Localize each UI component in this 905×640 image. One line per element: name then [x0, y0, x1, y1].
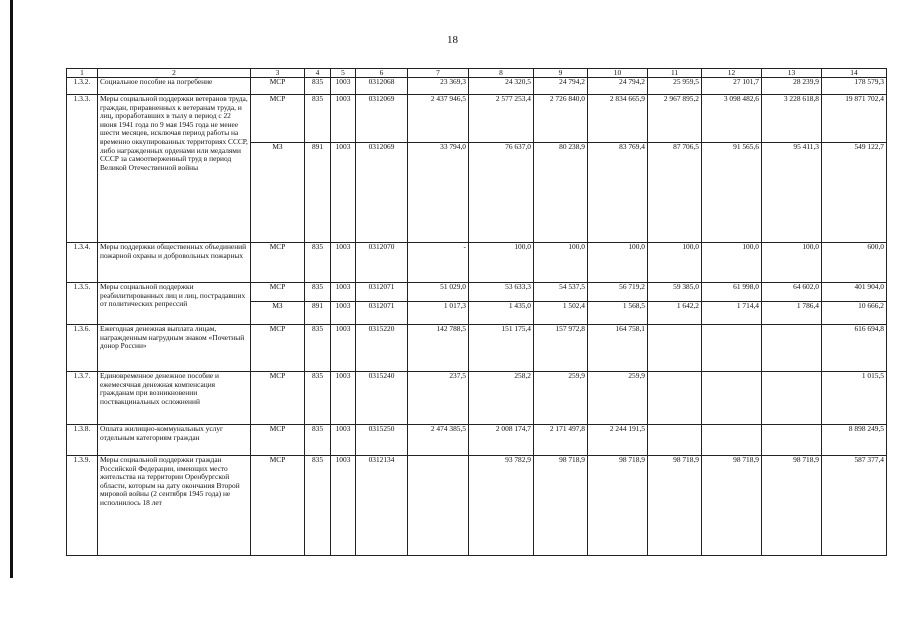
- row-number-cell: 1.3.7.: [67, 372, 98, 425]
- value-cell-c14: 10 666,2: [822, 302, 887, 325]
- value-cell-c8: 53 633,3: [469, 283, 534, 302]
- executor-cell: МСР: [251, 78, 305, 95]
- value-cell-c14: 549 122,7: [822, 143, 887, 243]
- value-cell-c9: 2 726 840,0: [534, 95, 588, 143]
- value-cell-c11: 87 706,5: [648, 143, 702, 243]
- page-number: 18: [447, 34, 458, 46]
- value-cell-c5: 1003: [331, 143, 356, 243]
- value-cell-c4: 891: [305, 302, 331, 325]
- value-cell-c13: [762, 372, 822, 425]
- value-cell-c9: 80 238,9: [534, 143, 588, 243]
- value-cell-c4: 835: [305, 243, 331, 283]
- measure-description-cell: Единовременное денежное пособие и ежемесячная денежная компенсация гражданам при возникновении поствакцинальных осложнений: [98, 372, 251, 425]
- executor-cell: МСР: [251, 372, 305, 425]
- value-cell-c14: 616 694,8: [822, 325, 887, 372]
- value-cell-c4: 891: [305, 143, 331, 243]
- value-cell-c12: 100,0: [702, 243, 762, 283]
- value-cell-c6: 0312134: [356, 456, 408, 556]
- value-cell-c12: [702, 372, 762, 425]
- value-cell-c4: 835: [305, 283, 331, 302]
- value-cell-c5: 1003: [331, 325, 356, 372]
- value-cell-c13: 98 718,9: [762, 456, 822, 556]
- column-number-cell: 6: [356, 69, 408, 78]
- value-cell-c9: 100,0: [534, 243, 588, 283]
- column-number-cell: 5: [331, 69, 356, 78]
- value-cell-c8: 1 435,0: [469, 302, 534, 325]
- column-number-row: [67, 69, 887, 78]
- executor-cell: МСР: [251, 425, 305, 456]
- executor-cell: МЗ: [251, 143, 305, 243]
- value-cell-c12: 61 998,0: [702, 283, 762, 302]
- value-cell-c7: 2 474 385,5: [408, 425, 469, 456]
- column-number-cell: 14: [822, 69, 887, 78]
- value-cell-c6: 0312069: [356, 95, 408, 143]
- value-cell-c6: 0312071: [356, 302, 408, 325]
- value-cell-c6: 0315220: [356, 325, 408, 372]
- value-cell-c10: 2 244 191,5: [588, 425, 648, 456]
- value-cell-c14: 19 871 702,4: [822, 95, 887, 143]
- value-cell-c6: 0315250: [356, 425, 408, 456]
- column-number-cell: 10: [588, 69, 648, 78]
- value-cell-c10: 2 834 665,9: [588, 95, 648, 143]
- table-row: [67, 95, 887, 143]
- value-cell-c10: 259,9: [588, 372, 648, 425]
- table-row: [67, 372, 887, 425]
- value-cell-c14: 1 015,5: [822, 372, 887, 425]
- value-cell-c7: 51 029,0: [408, 283, 469, 302]
- value-cell-c6: 0315240: [356, 372, 408, 425]
- value-cell-c13: 1 786,4: [762, 302, 822, 325]
- value-cell-c6: 0312071: [356, 283, 408, 302]
- column-number-cell: 8: [469, 69, 534, 78]
- value-cell-c9: 98 718,9: [534, 456, 588, 556]
- value-cell-c7: 142 788,5: [408, 325, 469, 372]
- table-row: [67, 243, 887, 283]
- value-cell-c11: 1 642,2: [648, 302, 702, 325]
- value-cell-c7: 237,5: [408, 372, 469, 425]
- value-cell-c10: 56 719,2: [588, 283, 648, 302]
- value-cell-c5: 1003: [331, 302, 356, 325]
- value-cell-c5: 1003: [331, 243, 356, 283]
- column-number-cell: 9: [534, 69, 588, 78]
- measure-description-cell: Меры поддержки общественных объединений пожарной охраны и добровольных пожарных: [98, 243, 251, 283]
- measure-description-cell: Оплата жилищно-коммунальных услуг отдельным категориям граждан: [98, 425, 251, 456]
- executor-cell: МСР: [251, 95, 305, 143]
- value-cell-c14: 401 904,0: [822, 283, 887, 302]
- measure-description-cell: Меры социальной поддержки ветеранов труда, граждан, приравненных к ветеранам труда, и лиц, проработавших в тылу в период с 22 июня 1941 года по 9 мая 1945 года не менее шести месяцев, исключая период работы на временно оккупированных территориях СССР, либо награжденных орденами или медалями СССР за самоотверженный труд в период Великой Отечественной войны: [98, 95, 251, 243]
- value-cell-c13: [762, 425, 822, 456]
- value-cell-c9: 1 502,4: [534, 302, 588, 325]
- value-cell-c10: 164 758,1: [588, 325, 648, 372]
- left-margin-bar: [10, 0, 13, 578]
- value-cell-c4: 835: [305, 95, 331, 143]
- value-cell-c11: [648, 372, 702, 425]
- value-cell-c11: 98 718,9: [648, 456, 702, 556]
- value-cell-c9: 259,9: [534, 372, 588, 425]
- row-number-cell: 1.3.5.: [67, 283, 98, 325]
- column-number-cell: 3: [251, 69, 305, 78]
- value-cell-c13: 95 411,3: [762, 143, 822, 243]
- value-cell-c7: [408, 456, 469, 556]
- value-cell-c5: 1003: [331, 95, 356, 143]
- measure-description-cell: Социальное пособие на погребение: [98, 78, 251, 95]
- value-cell-c6: 0312069: [356, 143, 408, 243]
- executor-cell: МЗ: [251, 302, 305, 325]
- value-cell-c5: 1003: [331, 78, 356, 95]
- value-cell-c4: 835: [305, 325, 331, 372]
- value-cell-c9: 157 972,8: [534, 325, 588, 372]
- value-cell-c4: 835: [305, 456, 331, 556]
- executor-cell: МСР: [251, 325, 305, 372]
- value-cell-c11: 59 385,0: [648, 283, 702, 302]
- value-cell-c10: 83 769,4: [588, 143, 648, 243]
- value-cell-c12: [702, 325, 762, 372]
- value-cell-c14: 587 377,4: [822, 456, 887, 556]
- executor-cell: МСР: [251, 243, 305, 283]
- value-cell-c11: [648, 325, 702, 372]
- value-cell-c5: 1003: [331, 283, 356, 302]
- value-cell-c11: [648, 425, 702, 456]
- value-cell-c8: 100,0: [469, 243, 534, 283]
- value-cell-c11: 100,0: [648, 243, 702, 283]
- value-cell-c12: 98 718,9: [702, 456, 762, 556]
- value-cell-c6: 0312068: [356, 78, 408, 95]
- value-cell-c4: 835: [305, 425, 331, 456]
- value-cell-c7: 33 794,0: [408, 143, 469, 243]
- row-number-cell: 1.3.6.: [67, 325, 98, 372]
- value-cell-c9: 24 794,2: [534, 78, 588, 95]
- column-number-cell: 12: [702, 69, 762, 78]
- value-cell-c10: 24 794,2: [588, 78, 648, 95]
- value-cell-c14: 8 898 249,5: [822, 425, 887, 456]
- executor-cell: МСР: [251, 283, 305, 302]
- value-cell-c13: 28 239,9: [762, 78, 822, 95]
- row-number-cell: 1.3.3.: [67, 95, 98, 243]
- value-cell-c7: 1 017,3: [408, 302, 469, 325]
- column-number-cell: 1: [67, 69, 98, 78]
- value-cell-c9: 54 537,5: [534, 283, 588, 302]
- row-number-cell: 1.3.4.: [67, 243, 98, 283]
- value-cell-c12: [702, 425, 762, 456]
- value-cell-c14: 178 579,3: [822, 78, 887, 95]
- value-cell-c12: 3 098 482,6: [702, 95, 762, 143]
- value-cell-c8: 151 175,4: [469, 325, 534, 372]
- column-number-cell: 11: [648, 69, 702, 78]
- value-cell-c13: 100,0: [762, 243, 822, 283]
- value-cell-c10: 98 718,9: [588, 456, 648, 556]
- value-cell-c13: [762, 325, 822, 372]
- value-cell-c11: 2 967 895,2: [648, 95, 702, 143]
- value-cell-c7: -: [408, 243, 469, 283]
- value-cell-c4: 835: [305, 372, 331, 425]
- value-cell-c12: 1 714,4: [702, 302, 762, 325]
- column-number-cell: 2: [98, 69, 251, 78]
- value-cell-c7: 2 437 946,5: [408, 95, 469, 143]
- value-cell-c8: 93 782,9: [469, 456, 534, 556]
- column-number-cell: 7: [408, 69, 469, 78]
- table-row: [67, 425, 887, 456]
- column-number-cell: 4: [305, 69, 331, 78]
- measure-description-cell: Меры социальной поддержки реабилитированных лиц и лиц, пострадавших от политических репрессий: [98, 283, 251, 325]
- value-cell-c8: 2 577 253,4: [469, 95, 534, 143]
- value-cell-c8: 258,2: [469, 372, 534, 425]
- value-cell-c10: 1 568,5: [588, 302, 648, 325]
- row-number-cell: 1.3.8.: [67, 425, 98, 456]
- budget-table: [66, 68, 887, 556]
- value-cell-c5: 1003: [331, 456, 356, 556]
- value-cell-c4: 835: [305, 78, 331, 95]
- table-row: [67, 78, 887, 95]
- value-cell-c10: 100,0: [588, 243, 648, 283]
- value-cell-c12: 27 101,7: [702, 78, 762, 95]
- value-cell-c8: 24 320,5: [469, 78, 534, 95]
- value-cell-c12: 91 565,6: [702, 143, 762, 243]
- value-cell-c13: 3 228 618,8: [762, 95, 822, 143]
- value-cell-c13: 64 602,0: [762, 283, 822, 302]
- column-number-cell: 13: [762, 69, 822, 78]
- value-cell-c6: 0312070: [356, 243, 408, 283]
- value-cell-c8: 76 637,0: [469, 143, 534, 243]
- value-cell-c11: 25 959,5: [648, 78, 702, 95]
- executor-cell: МСР: [251, 456, 305, 556]
- table-row: [67, 456, 887, 556]
- measure-description-cell: Ежегодная денежная выплата лицам, награжденным нагрудным знаком «Почетный донор России»: [98, 325, 251, 372]
- value-cell-c5: 1003: [331, 425, 356, 456]
- row-number-cell: 1.3.9.: [67, 456, 98, 556]
- value-cell-c14: 600,0: [822, 243, 887, 283]
- value-cell-c7: 23 369,3: [408, 78, 469, 95]
- row-number-cell: 1.3.2.: [67, 78, 98, 95]
- value-cell-c9: 2 171 497,8: [534, 425, 588, 456]
- value-cell-c5: 1003: [331, 372, 356, 425]
- table-row: [67, 325, 887, 372]
- table-row: [67, 283, 887, 302]
- measure-description-cell: Меры социальной поддержки граждан Российской Федерации, имеющих место жительства на территории Оренбургской области, которым на дату окончания Второй мировой войны (2 сентября 1945 года) не исполнилось 18 лет: [98, 456, 251, 556]
- value-cell-c8: 2 008 174,7: [469, 425, 534, 456]
